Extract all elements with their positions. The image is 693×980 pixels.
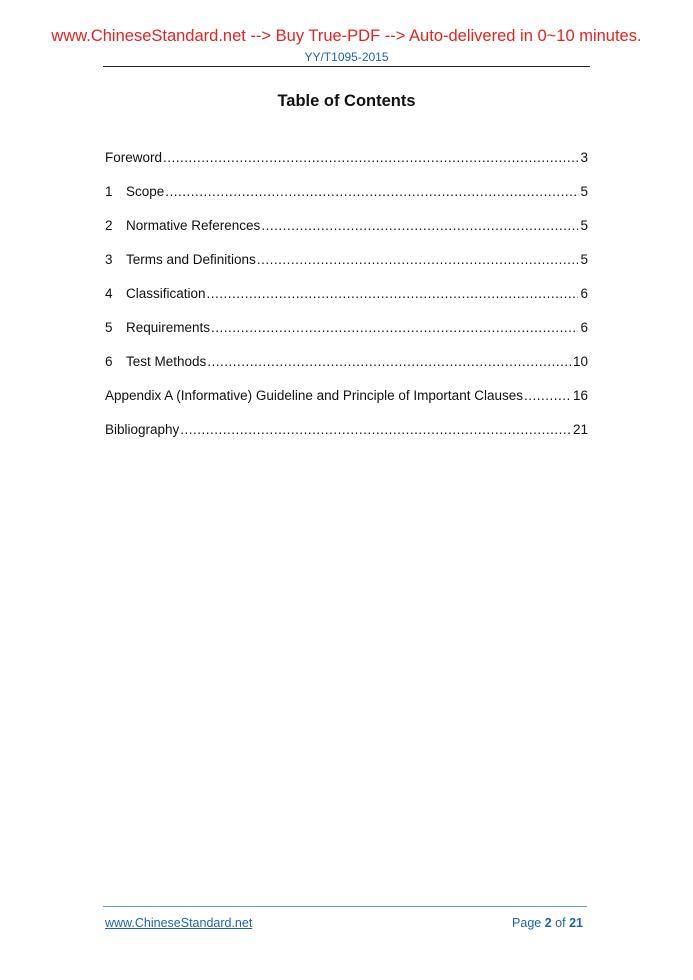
toc-entry-page: 5 — [580, 218, 588, 233]
toc-entry-title: Terms and Definitions — [126, 252, 256, 267]
toc-entry-number: 2 — [105, 218, 113, 233]
toc-entry-title: Requirements — [126, 320, 211, 335]
table-of-contents — [105, 150, 588, 456]
promo-banner[interactable]: www.ChineseStandard.net --> Buy True-PDF --> Auto-delivered in 0~10 minutes. — [51, 27, 642, 45]
toc-entry-page: 10 — [572, 354, 588, 369]
toc-entry-page: 5 — [580, 252, 588, 267]
toc-entry-title: Appendix A (Informative) Guideline and Principle of Important Clauses — [105, 388, 523, 403]
toc-entry-number: 3 — [105, 252, 113, 267]
toc-entry-title: Test Methods — [126, 354, 207, 369]
toc-entry-bibliography[interactable] — [105, 422, 588, 456]
toc-entry-page: 16 — [572, 388, 588, 403]
toc-dot-leader — [180, 422, 571, 437]
toc-entry-title: Scope — [126, 184, 165, 199]
header-divider — [103, 66, 590, 67]
toc-entry-number: 5 — [105, 320, 113, 335]
toc-entry-foreword[interactable] — [105, 150, 588, 184]
toc-entry-title: Classification — [126, 286, 206, 301]
toc-dot-leader — [207, 354, 571, 369]
toc-entry-test-methods[interactable] — [105, 354, 588, 388]
toc-entry-normative-references[interactable] — [105, 218, 588, 252]
toc-entry-number: 4 — [105, 286, 113, 301]
toc-entry-terms-and-definitions[interactable] — [105, 252, 588, 286]
total-pages: 21 — [569, 916, 583, 930]
toc-entry-page: 3 — [580, 150, 588, 165]
footer-divider — [103, 906, 587, 907]
page-label: Page — [512, 916, 542, 930]
standard-code: YY/T1095-2015 — [304, 50, 389, 64]
toc-entry-number: 1 — [105, 184, 113, 199]
page-number — [512, 916, 583, 930]
toc-entry-title: Normative References — [126, 218, 261, 233]
toc-entry-requirements[interactable] — [105, 320, 588, 354]
toc-entry-appendix-a[interactable] — [105, 388, 588, 422]
toc-entry-page: 6 — [580, 286, 588, 301]
toc-entry-page: 21 — [572, 422, 588, 437]
toc-dot-leader — [165, 184, 578, 199]
toc-entry-number: 6 — [105, 354, 113, 369]
toc-entry-page: 5 — [580, 184, 588, 199]
page-title: Table of Contents — [277, 92, 416, 110]
toc-dot-leader — [211, 320, 578, 335]
footer-site-link[interactable]: www.ChineseStandard.net — [105, 916, 253, 930]
toc-entry-page: 6 — [580, 320, 588, 335]
toc-entry-title: Bibliography — [105, 422, 180, 437]
toc-entry-classification[interactable] — [105, 286, 588, 320]
toc-dot-leader — [163, 150, 578, 165]
toc-entry-title: Foreword — [105, 150, 163, 165]
toc-dot-leader — [207, 286, 579, 301]
page-of-label: of — [555, 916, 566, 930]
toc-dot-leader — [261, 218, 578, 233]
toc-dot-leader — [257, 252, 579, 267]
toc-entry-scope[interactable] — [105, 184, 588, 218]
toc-dot-leader — [524, 388, 571, 403]
current-page: 2 — [544, 916, 552, 930]
